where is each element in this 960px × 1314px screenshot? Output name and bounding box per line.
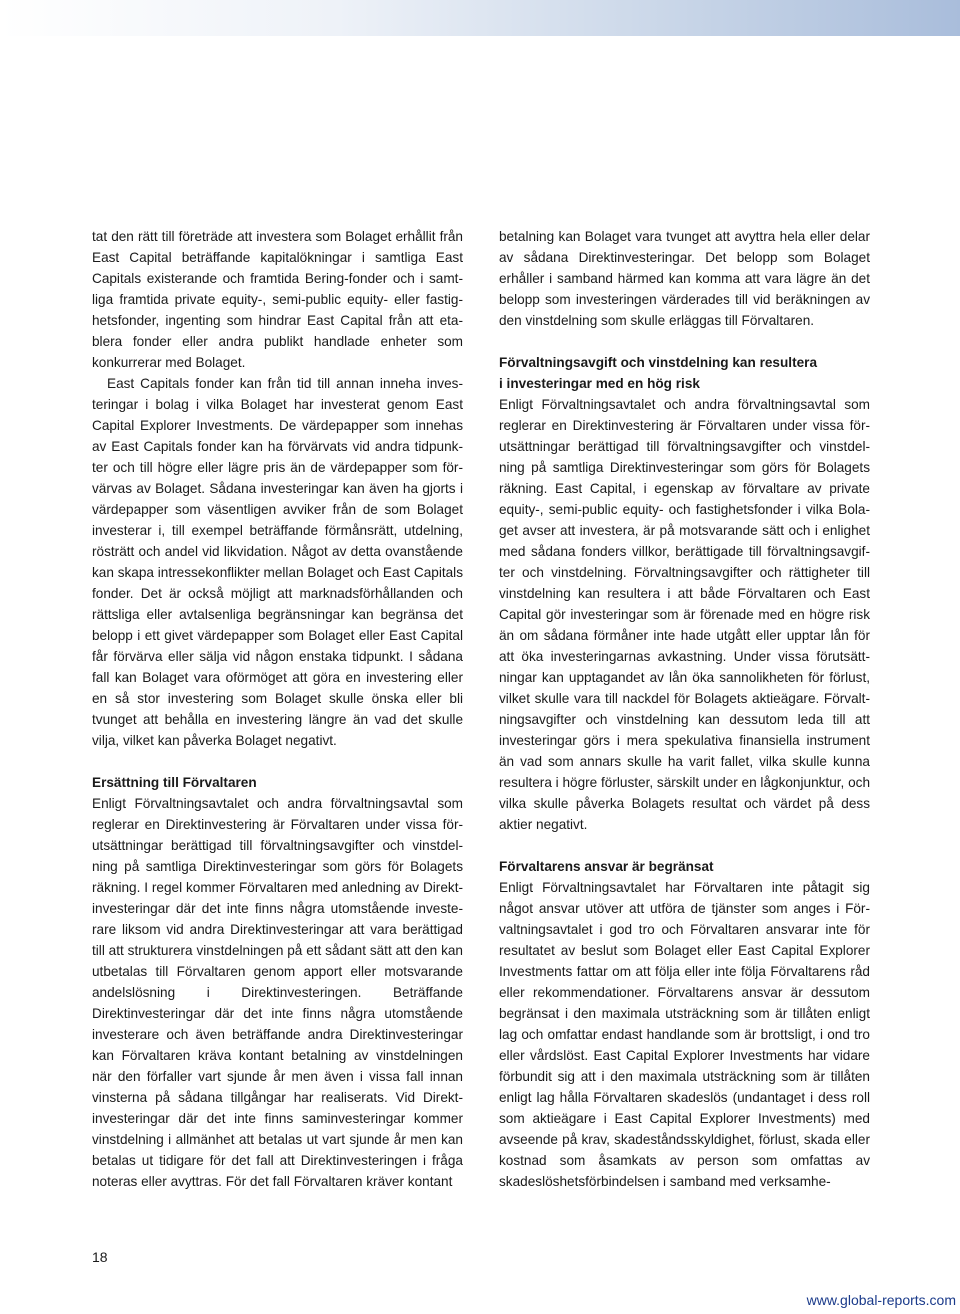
body-paragraph: tat den rätt till företräde att investera som Bolaget erhållit från East Capital beträffande kapitalökningar i samtliga East Capitals existerande och framtida Bering-fonder och i samtliga framtida private equity-, semi-public equity- eller fastighetsfonder, ingenting som hindrar East Capital från att etablera fonder eller andra publikt handlade enheter som konkurrerar med Bolaget. (92, 229, 463, 370)
section-heading-line: i investeringar med en hög risk (499, 376, 700, 391)
body-paragraph: betalning kan Bolaget vara tvunget att avyttra hela eller delar av sådana Direktinvesteringar. Det belopp som Bolaget erhåller i samband härmed kan komma att vara lägre än det belopp som investeringen värderades till vid beräkningen av den vinstdelning som skulle erläggas till Förvaltaren. (499, 229, 870, 328)
section-heading: Ersättning till Förvaltaren (92, 775, 257, 790)
left-text-column (92, 226, 463, 1192)
section-heading-line: Förvaltningsavgift och vinstdelning kan resultera (499, 355, 818, 370)
body-paragraph: Enligt Förvaltningsavtalet och andra förvaltningsavtal som reglerar en Direktinvestering är Förvaltaren under vissa förutsättningar berättigad till förvaltningsavgifter och vinstdelning på samtliga Direktinvesteringar som görs för Bolagets räkning. East Capital, i egenskap av förvaltare av private equity-, semi-public equity- och fastighetsfonder i vilka Bolaget avser att investera, är på motsvarande sätt och i enlighet med sådana fonders villkor, berättigade till förvaltningsavgifter och vinstdelning. Förvaltningsavgifter och rättigheter till vinstdelning kan resultera i att både Förvaltaren och East Capital gör investeringar som är förenade med en högre risk än om sådana förmåner inte hade utgått eller upptar lån för att öka investeringarnas avkastning. Under vissa förutsättningar kan upptagandet av lån öka sannolikheten för förlust, vilket skulle vara till nackdel för Bolagets aktieägare. Förvaltningsavgifter och vinstdelning kan dessutom leda till att investeringar görs i mera spekulativa finansiella instrument än vad som annars skulle ha varit fallet, vilka skulle kunna resultera i högre förluster, särskilt under en lågkonjunktur, och vilka skulle påverka Bolagets resultat och värdet på dess aktier negativt. (499, 397, 871, 832)
page-number: 18 (92, 1249, 108, 1265)
section-heading: Förvaltarens ansvar är begränsat (499, 859, 714, 874)
body-paragraph: Enligt Förvaltningsavtalet och andra förvaltningsavtal som reglerar en Direktinvestering är Förvaltaren under vissa förutsättningar berättigad till förvaltningsavgifter och vinstdelning på samtliga Direktinvesteringar som görs för Bolagets räkning. I regel kommer Förvaltaren med anledning av Direktinvesteringar där det inte finns några utomstående investerare liksom vid andra Direktinvesteringar att vara berättigad till att strukturera vinstdelningen på ett sådant sätt att den kan utbetalas till Förvaltaren genom apport eller motsvarande andelslösning i Direktinvesteringen. Beträffande Direktinvesteringar där det inte finns några utomstående investerare och även beträffande andra Direktinvesteringar kan Förvaltaren kräva kontant betalning av vinstdelningen när den förfaller vart sjunde år men även i vissa fall innan vinsterna på sådana tillgångar har realiserats. Vid Direktinvesteringar där det inte finns saminvesteringar kommer vinstdelning i allmänhet att betalas ut vart sjunde år men kan betalas ut tidigare för det fall att Direktinvesteringen i fråga noteras eller avyttras. För det fall Förvaltaren kräver kontant (92, 796, 463, 1189)
header-gradient-band (0, 0, 960, 36)
right-text-column (499, 226, 870, 1192)
body-paragraph: East Capitals fonder kan från tid till annan inneha investeringar i bolag i vilka Bolaget har investerat genom East Capital Explorer Investments. De värdepapper som innehas av East Capitals fonder kan ha förvärvats vid andra tidpunkter och till högre eller lägre pris än de värdepapper som förvärvas av Bolaget. Sådana investeringar kan även ha gjorts i värdepapper som väsentligen avviker från de som Bolaget investerar i, till exempel beträffande förmånsrätt, utdelning, rösträtt och andel vid likvidation. Något av detta ovanstående kan skapa intressekonflikter mellan Bolaget och East Capitals fonder. Det är också möjligt att marknadsförhållanden och rättsliga eller avtalsenliga begränsningar kan begränsa det belopp i ett givet värdepapper som Bolaget eller East Capital får förvärva eller sälja vid någon enstaka tidpunkt. I sådana fall kan Bolaget vara oförmöget att göra en investering eller en så stor investering som Bolaget skulle önska eller bli tvunget att behålla en investering längre än vad det skulle vilja, vilket kan påverka Bolaget negativt. (92, 376, 464, 748)
source-url-link[interactable]: www.global-reports.com (806, 1292, 956, 1308)
section-heading (499, 352, 870, 394)
body-paragraph: Enligt Förvaltningsavtalet har Förvaltaren inte påtagit sig något ansvar utöver att utföra de tjänster som anges i Förvaltningsavtalet i god tro och Förvaltaren ansvarar inte för resultatet av beslut som Bolaget eller East Capital Explorer Investments fattar om att följa eller inte följa Förvaltarens råd eller rekommendationer. Förvaltarens ansvar är dessutom begränsat i den maximala utsträckning som är tillåten enligt lag och omfattar endast handlande som är brottsligt, i ond tro eller vårdslöst. East Capital Explorer Investments har vidare förbundit sig att i den maximala utsträckning som är tillåten enligt lag hålla Förvaltaren skadeslös (undantaget i dess roll som aktieägare i East Capital Explorer Investments) med avseende på krav, skadeståndsskyldighet, förlust, skada eller kostnad som åsamkats av person som omfattas av skadeslöshetsförbindelsen i samband med verksamhe- (499, 880, 870, 1189)
